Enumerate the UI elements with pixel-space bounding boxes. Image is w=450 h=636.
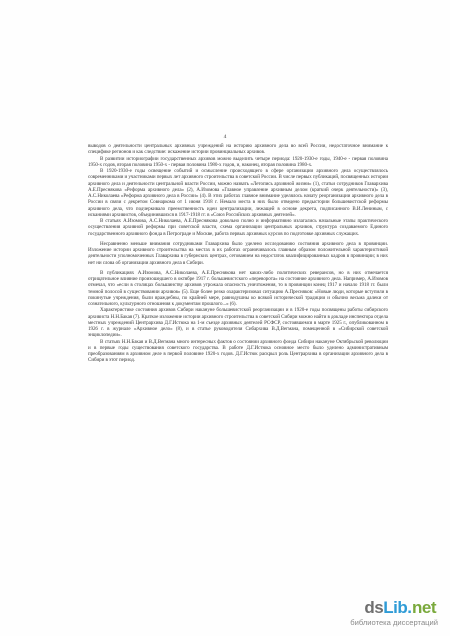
watermark-subtitle: библиотека диссертаций	[350, 618, 438, 627]
paragraph-1: выводов о деятельности центральных архивных учреждений на историю архивного дела во всей России, недостаточное внимание к специфике регионов и как следствие: искажение истории провинциальных архивов.	[88, 143, 388, 156]
site-watermark	[340, 598, 442, 628]
logo-ds-text: ds	[364, 598, 384, 617]
paragraph-6: В публикациях А.Изомова, А.С.Николаева, А.Е.Преснякова нет каких-либо политических реверансов, но в них отмечается отрицательное влияние произошедшего в октябре 1917 г. большевистского «переворота» на состояние архивного дела. Например, А.Изомов отмечал, что «если в столицах большинству архивов угрожала опасность уничтожения, то в провинции конец 1917 и начало 1918 гг. были темной полосой в существовании архивов» (5). Еще более резко охарактеризовал ситуацию А.Пресняков: «Новые люди, которые вступили в покинутые учреждения, были враждебны, по крайней мере, равнодушны ко всякой исторической традиции и обычно весьма далеки от сознательного, культурного отношения к документам прошлого...» (6).	[88, 269, 388, 307]
document-body	[88, 143, 388, 364]
paragraph-5: Несравненно меньше внимания сотрудниками Главархива было уделено исследованию состояния архивного дела в провинции. Изложение истории архивного строительства на местах в их работах ограничивалось главным образом положительной характеристикой деятельности уполномоченных Главархива в губернских центрах, сетованием на недостаток квалифицированных кадров в провинции; в них нет ни слова об организации архивного дела в Сибири.	[88, 240, 388, 266]
page-number: 4	[223, 134, 227, 140]
logo-lib-text: Lib	[383, 598, 408, 617]
paragraph-3: В 1920-1930-е годы освещение событий и осмысление происходящего в сфере организации архивного дела осуществлялось современниками и участниками первых лет архивного строительства в советской России. В числе первых публикаций, посвященных истории архивного дела и деятельности центральной власти России, можно назвать «Летопись архивной жизни» (1), статьи сотрудников Главархива А.Е.Преснякова «Реформа архивного дела» (2), А.Изомова «Главное управление архивным делом (краткий очерк деятельности)» (3), А.С.Николаева «Реформа архивного дела в России» (4). В этих работах главное внимание уделялось начату реорганизации архивного дела в России в связи с декретом Совнаркома от 1 июня 1918 г. Немало места в них было отведено предыстории большевистской реформы архивного дела, что подчеркивало преемственность идеи централизации, лежащей в основе декрета, подписанного В.И.Лениным, с исканиями архивистов, объединившихся в 1917-1918 гг. в «Союз Российских архивных деятелей».	[88, 168, 388, 218]
logo-dot-text: .	[407, 598, 412, 617]
dslib-logo	[364, 598, 436, 618]
paragraph-2: В развитии историографии государственных архивов можно выделить четыре периода: 1920-1930-е годы, 1940-е - первая половина 1950-х годов, вторая половина 1950-х - первая половина 1980-х годов, и, наконец, вторая половина 1980-х.	[88, 155, 388, 168]
paragraph-8: В статьях Н.Н.Бакая и В.Д.Вегмана много интересных фактов о состоянии архивного фонда Сибири накануне Октябрьской революции и в первые годы существования советского государства. В работе Д.Г.Истюка основное место было уделено административным преобразованиям в архивном деле в первой половине 1920-х годов. Д.Г.Истюк раскрыл роль Центрархива в организации архивного дела в Сибири в этот период.	[88, 338, 388, 364]
paragraph-4: В статьях А.Изомова, А.С.Николаева, А.Е.Преснякова довольно полно и информативно излагались начальные этапы практического осуществления архивной реформы при советской власти, схема организации центральных архивов, структура создаваемого Единого государственного архивного фонда в Петрограде и Москве, работа первых архивных курсов по подготовке архивных служащих.	[88, 218, 388, 237]
paragraph-7: Характеристике состояния архивов Сибири накануне большевистской реорганизации и в 1920-е годы посвящены работы сибирского архивиста Н.Н.Бакая (7). Краткое изложение истории архивного строительства в советской Сибири можно найти в докладе инспектора отдела местных учреждений Центрархива Д.Г.Истюка на 1-м съезде архивных деятелей РСФСР, состоявшемся в марте 1925 г., опубликованном в 1926 г. в журнале «Архивное дело» (8), и в статье руководителя Сибархива В.Д.Вегмана, помещенной в «Сибирской советской энциклопедии».	[88, 307, 388, 339]
logo-net-text: net	[412, 598, 436, 617]
